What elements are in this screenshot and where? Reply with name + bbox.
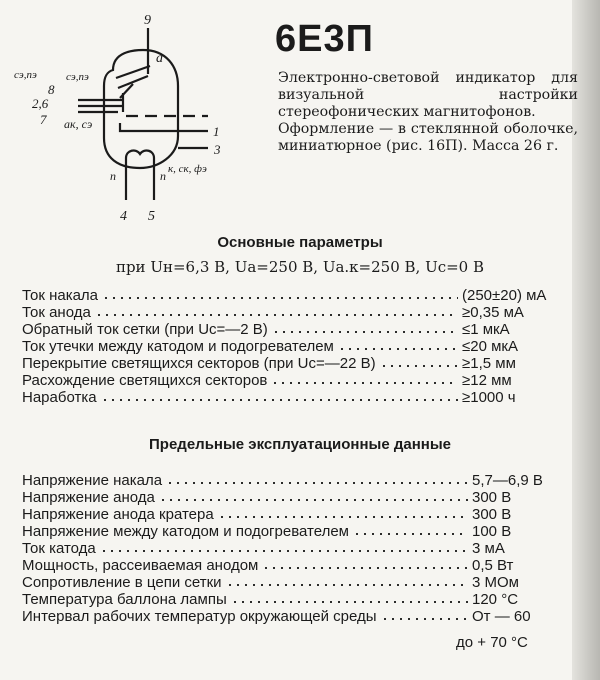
limit-row: Интервал рабочих температур окружающей среды От — 60: [22, 608, 531, 625]
tube-pinout-diagram: [8, 8, 248, 223]
limit-params-table: [22, 472, 582, 625]
description-purpose: Электронно-световой индикатор для визуальной настройки стереофонических магнитофонов.: [278, 70, 578, 120]
description-design: Оформление — в стеклянной оболочке, миниатюрное (рис. 16П). Масса 26 г.: [278, 121, 578, 154]
pin-label-heater-2: п: [160, 169, 166, 183]
pin-label-1: 1: [213, 124, 220, 139]
limit-row: Напряжение между катодом и подогревателем 100 В: [22, 523, 512, 540]
limit-row: Мощность, рассеиваемая анодом 0,5 Вт: [22, 557, 514, 574]
pin-label-se-pe-2: сэ,пэ: [66, 71, 89, 83]
param-row: Ток утечки между катодом и подогревателем ≤20 мкА: [22, 338, 518, 355]
pin-label-cathode: к, ск, фэ: [168, 163, 207, 175]
temperature-range-upper: до + 70 °С: [456, 634, 528, 651]
pin-label-5: 5: [148, 209, 155, 223]
param-row: Ток накала (250±20) мА: [22, 287, 547, 304]
measurement-conditions: при Uн=6,3 В, Uа=250 В, Uа.к=250 В, Uc=0 В: [115, 258, 485, 276]
pin-label-heater-1: п: [110, 169, 116, 183]
limit-row: Напряжение анода 300 В: [22, 489, 512, 506]
limit-row: Ток катода 3 мА: [22, 540, 505, 557]
pin-label-3: 3: [214, 142, 221, 157]
pin-label-8: 8: [48, 82, 55, 97]
pin-label-4: 4: [120, 209, 127, 223]
tube-description: [278, 70, 578, 155]
param-row: Обратный ток сетки (при Uc=—2 В) ≤1 мкА: [22, 321, 510, 338]
limit-row: Температура баллона лампы 120 °С: [22, 591, 519, 608]
limit-row: Сопротивление в цепи сетки 3 МОм: [22, 574, 519, 591]
main-params-table: [22, 287, 582, 406]
tube-title: 6Е3П: [275, 18, 374, 60]
pin-label-9: 9: [144, 13, 151, 28]
limit-row: Напряжение анода кратера 300 В: [22, 506, 512, 523]
main-params-heading: Основные параметры: [217, 234, 383, 251]
pin-label-ak-se: aк, сэ: [64, 117, 93, 131]
pin-label-2-6: 2,6: [32, 96, 49, 111]
param-row: Расхождение светящихся секторов ≥12 мм: [22, 372, 512, 389]
pin-label-anode: a: [156, 51, 163, 66]
pin-label-se-pe-1: сэ,пэ: [14, 69, 37, 81]
limit-row: Напряжение накала 5,7—6,9 В: [22, 472, 543, 489]
pin-label-7: 7: [40, 112, 47, 127]
param-row: Наработка ≥1000 ч: [22, 389, 516, 406]
param-row: Ток анода ≥0,35 мА: [22, 304, 524, 321]
limit-params-heading: Предельные эксплуатационные данные: [149, 436, 451, 453]
param-row: Перекрытие светящихся секторов (при Uc=—22 В) ≥1,5 мм: [22, 355, 516, 372]
